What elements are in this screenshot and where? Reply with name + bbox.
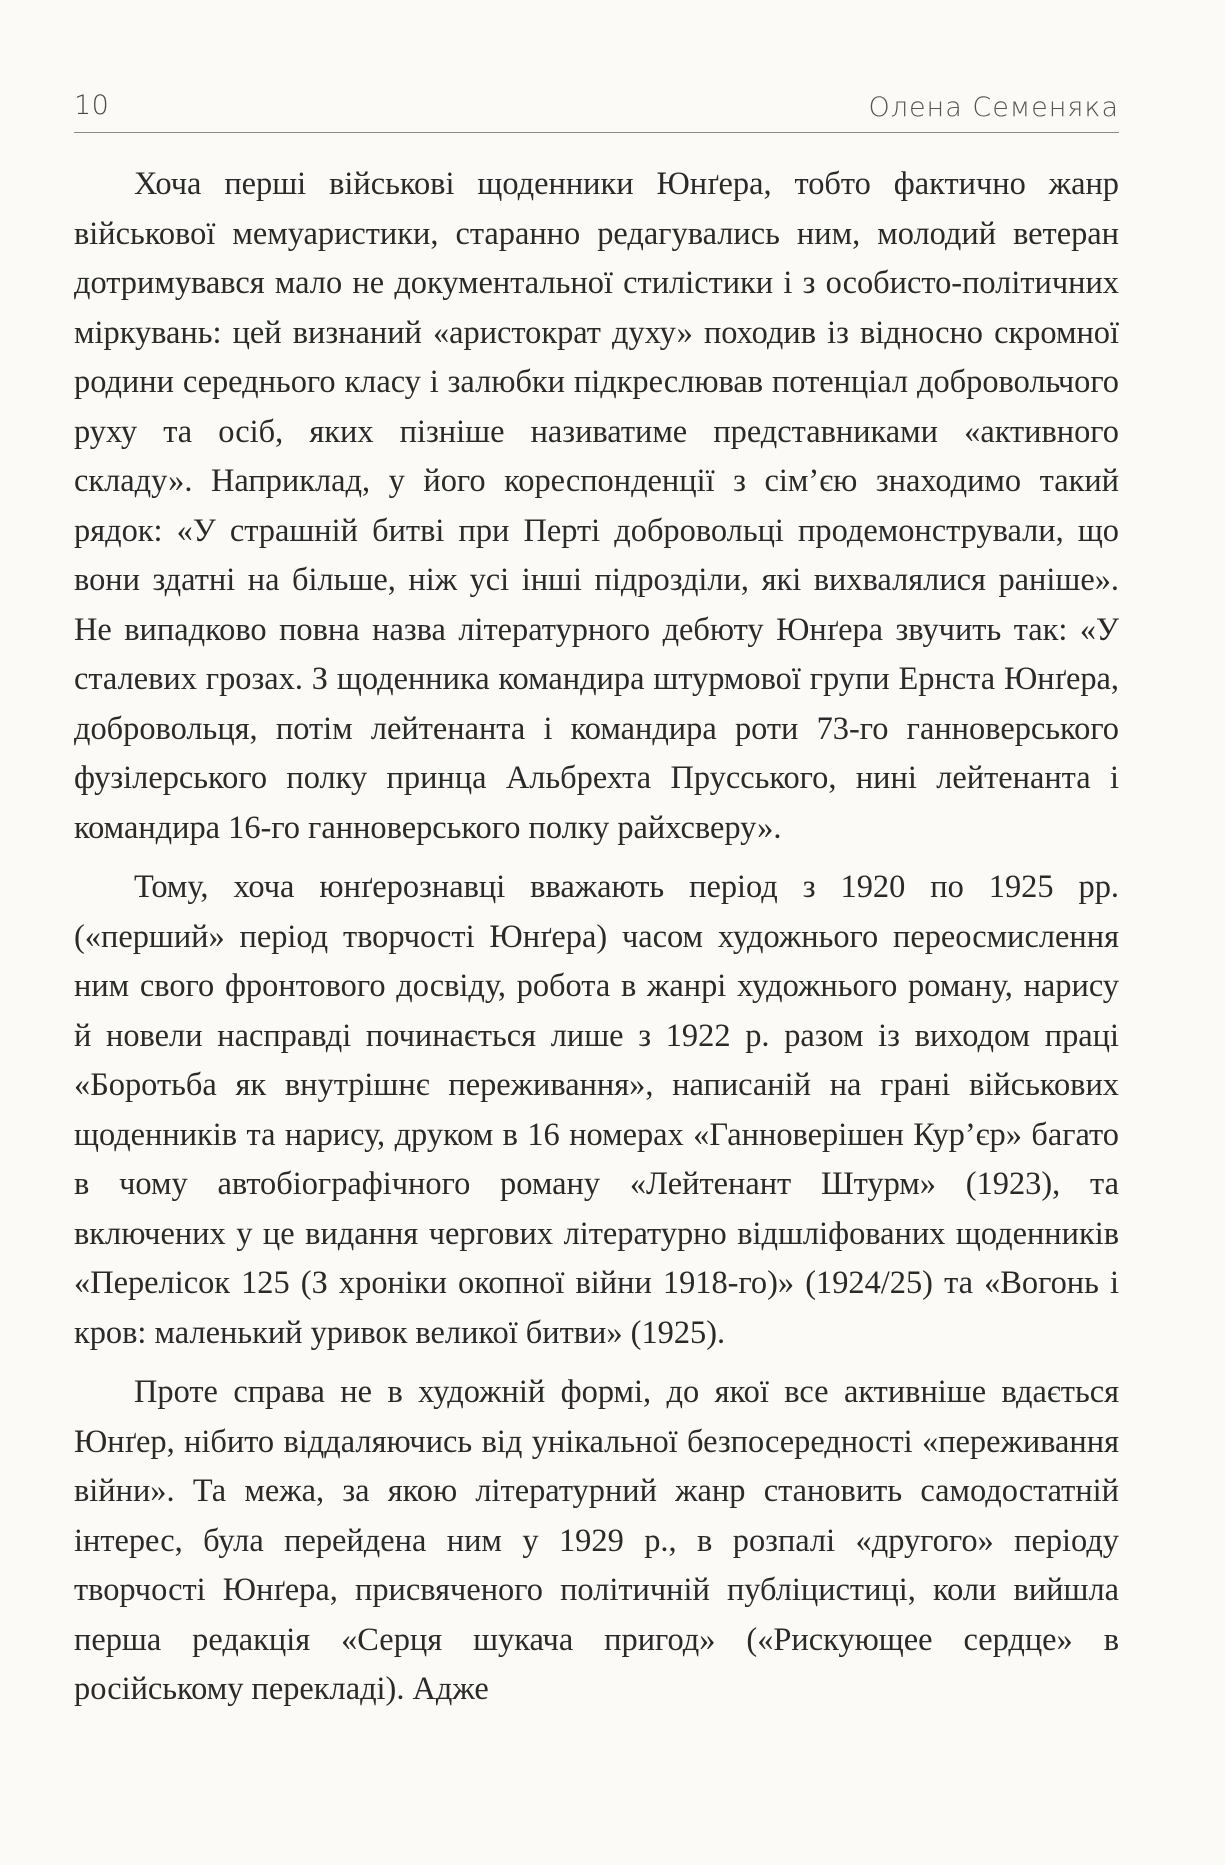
paragraph: Хоча перші військові щоденники Юнґера, тобто фактично жанр військової мемуаристики, старанно редагувались ним, молодий ветеран дотримувався мало не документальної стилістики і з особисто-політичних міркувань: цей визнаний «аристократ духу» походив із відносно скромної родини середнього класу і залюбки підкреслював потенціал добровольчого руху та осіб, яких пізніше називатиме представниками «активного складу». Наприклад, у його кореспонденції з сім’єю знаходимо такий рядок: «У страшній битві при Перті добровольці продемонстрували, що вони здатні на більше, ніж усі інші підрозділи, які вихвалялися раніше». Не випадково повна назва літературного дебюту Юнґера звучить так: «У сталевих грозах. З щоденника командира штурмової групи Ернста Юнґера, добровольця, потім лейтенанта і командира роти 73-го ганноверського фузілерського полку принца Альбрехта Прусського, нині лейтенанта і командира 16-го ганноверського полку райхсверу».	[74, 166, 1119, 846]
body-text	[74, 160, 1119, 1715]
paragraph: Тому, хоча юнґерознавці вважають період з 1920 по 1925 рр. («перший» період творчості Юнґера) часом художнього переосмислення ним свого фронтового досвіду, робота в жанрі художнього роману, нарису й новели насправді починається лише з 1922 р. разом із виходом праці «Боротьба як внутрішнє переживання», написаній на грані військових щоденників та нарису, друком в 16 номерах «Ганноверішен Кур’єр» багато в чому автобіографічного роману «Лейтенант Штурм» (1923), та включених у це видання чергових літературно відшліфованих щоденників «Перелісок 125 (З хроніки окопної війни 1918-го)» (1924/25) та «Вогонь і кров: маленький уривок великої битви» (1925).	[74, 869, 1119, 1351]
page-number: 10	[74, 90, 110, 121]
paragraph: Проте справа не в художній формі, до якої все активніше вдається Юнґер, нібито віддаляючись від унікальної безпосередності «переживання війни». Та межа, за якою літературний жанр становить самодостатній інтерес, була перейдена ним у 1929 р., в розпалі «другого» періоду творчості Юнґера, присвяченого політичній публіцистиці, коли вийшла перша редакція «Серця шукача пригод» («Рискующее сердце» в російському перекладі). Адже	[74, 1374, 1119, 1707]
running-head-author: Олена Семеняка	[868, 92, 1119, 123]
running-head	[74, 88, 1119, 133]
